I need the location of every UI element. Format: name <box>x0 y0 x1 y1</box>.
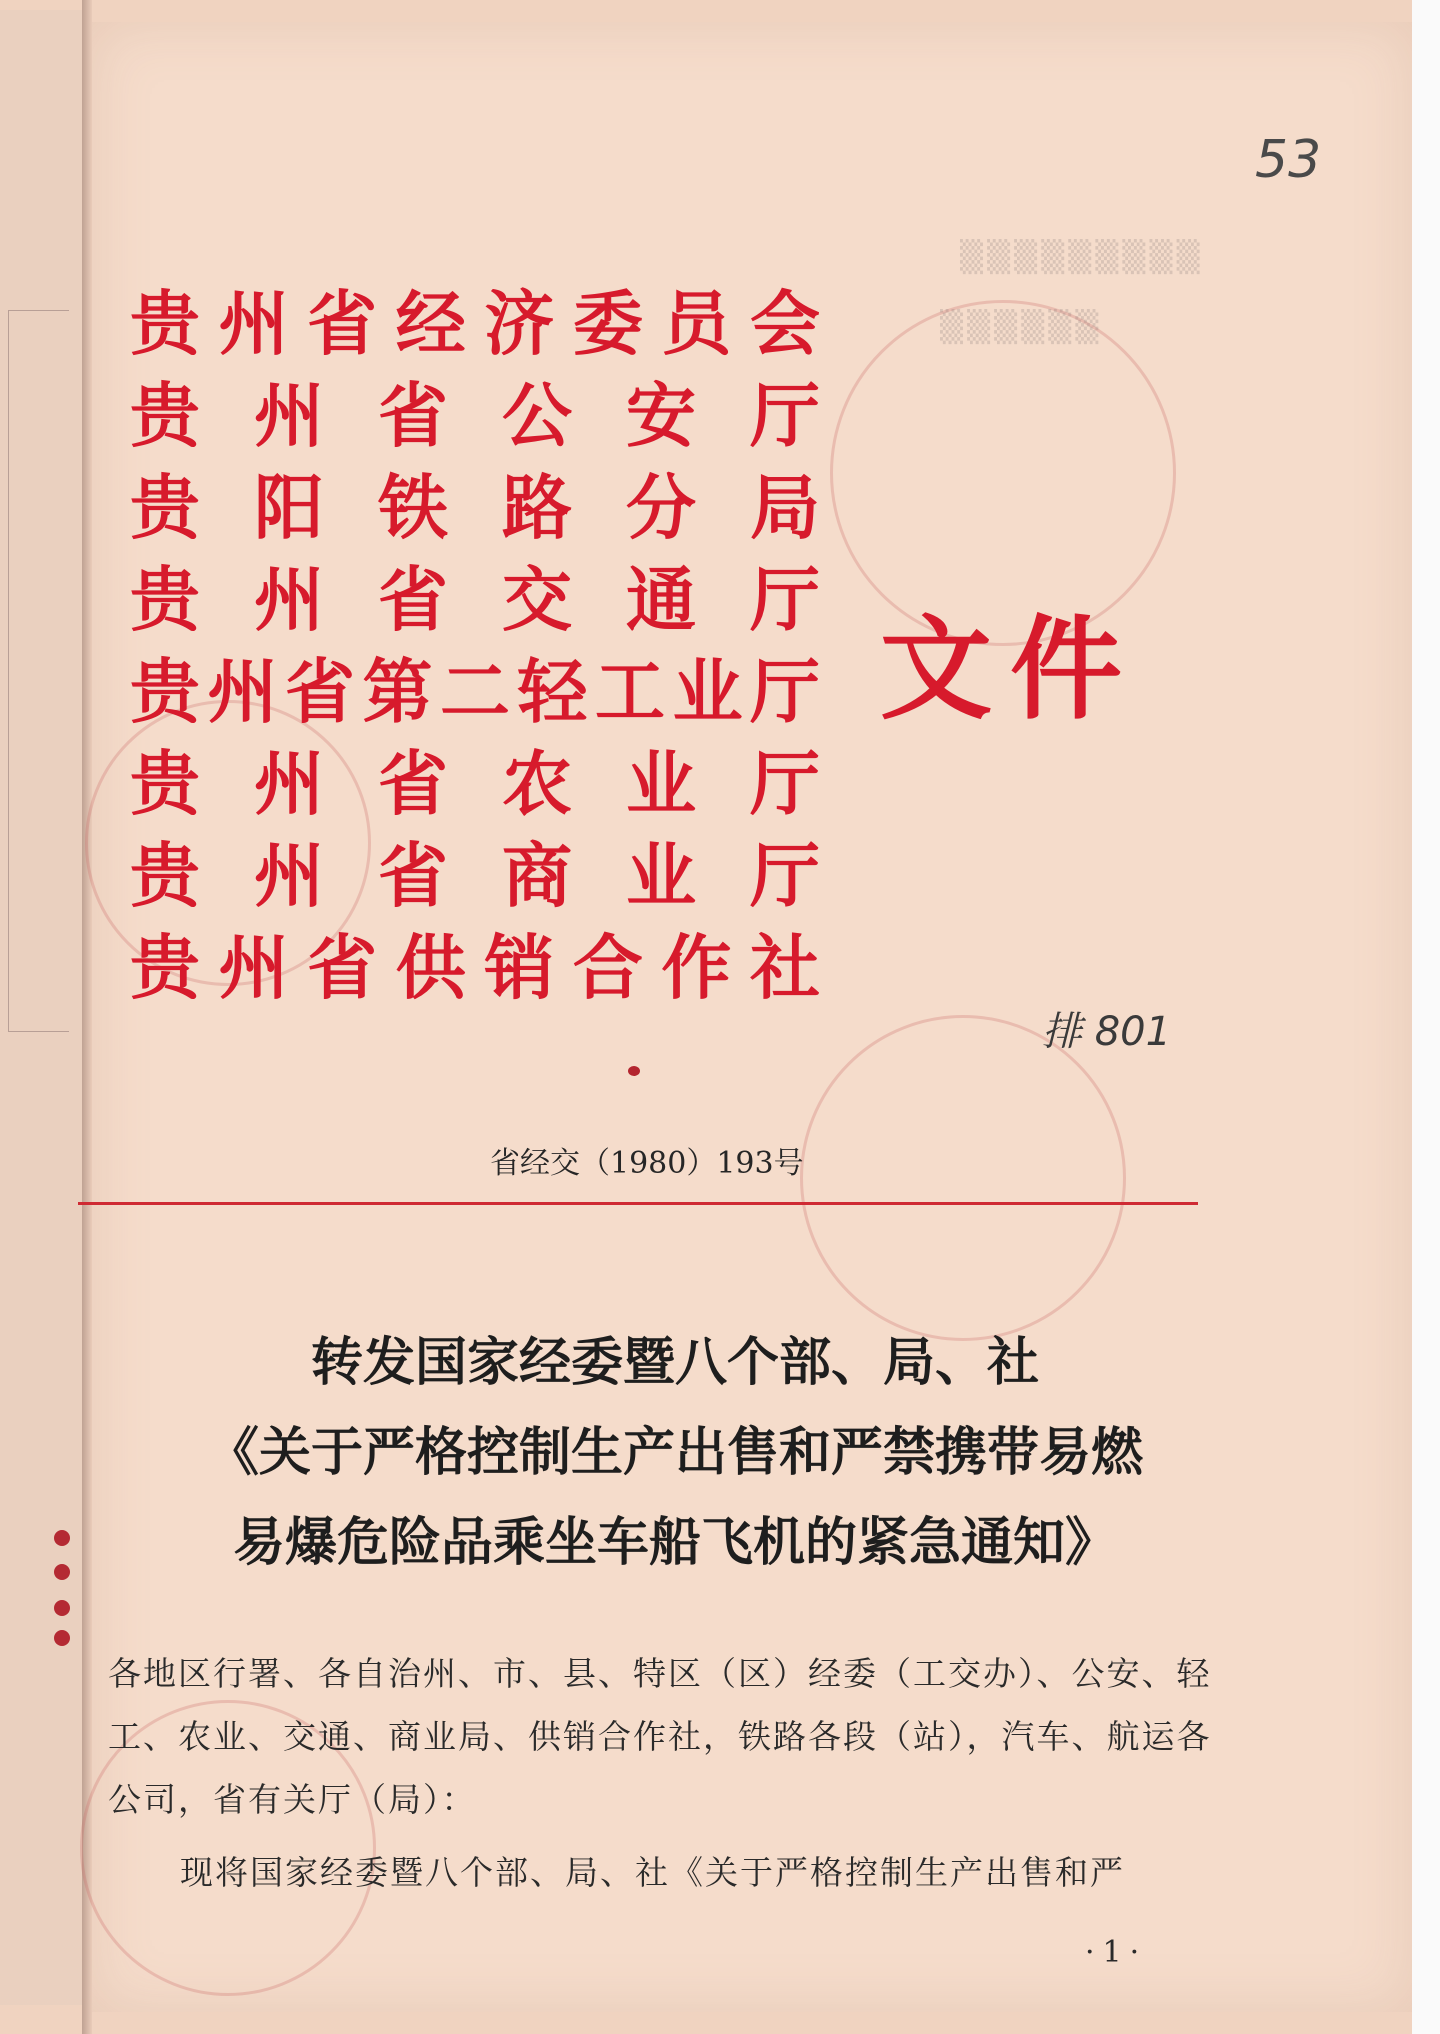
document-title <box>150 1318 1200 1588</box>
issuer-name: 贵州省第二轻工业厅 <box>130 650 820 733</box>
issuer-name: 贵州省交通厅 <box>130 558 820 641</box>
issuer-name: 贵州省经济委员会 <box>130 282 820 365</box>
page-footer-number: ·1· <box>1085 1935 1148 1970</box>
document-body <box>108 1642 1218 1904</box>
issuer-name: 贵阳铁路分局 <box>130 466 820 549</box>
red-divider-line <box>78 1202 1198 1205</box>
binding-thread <box>50 1530 76 1650</box>
title-line: 转发国家经委暨八个部、局、社 <box>310 1333 1039 1393</box>
title-line: 易爆危险品乘坐车船飞机的紧急通知》 <box>232 1513 1117 1573</box>
faded-seal <box>800 1015 1126 1341</box>
red-dot-mark <box>628 1066 640 1076</box>
show-through-text: ▒▒▒▒▒▒ <box>940 310 1103 345</box>
issuer-name: 贵州省供销合作社 <box>130 926 820 1009</box>
issuer-list <box>130 278 820 1014</box>
recipients-paragraph: 各地区行署、各自治州、市、县、特区（区）经委（工交办）、公安、轻工、农业、交通、商业局、供销合作社，铁路各段（站），汽车、航运各公司，省有关厅（局）： <box>108 1654 1212 1819</box>
underlying-sheet <box>0 10 84 2005</box>
handwritten-note: 排 801 <box>1042 1009 1172 1055</box>
ruled-box <box>8 310 69 1032</box>
title-line: 《关于严格控制生产出售和严禁携带易燃 <box>206 1423 1143 1483</box>
body-paragraph: 现将国家经委暨八个部、局、社《关于严格控制生产出售和严 <box>180 1853 1125 1892</box>
scan-margin <box>1412 0 1440 2034</box>
issuer-name: 贵州省公安厅 <box>130 374 820 457</box>
page-fold <box>82 0 92 2034</box>
issuer-name: 贵州省农业厅 <box>130 742 820 825</box>
document-label: 文件 <box>880 604 1140 735</box>
handwritten-page-number: 53 <box>1255 130 1322 190</box>
issuer-name: 贵州省商业厅 <box>130 834 820 917</box>
show-through-text: ▒▒▒▒▒▒▒▒▒ <box>960 240 1204 275</box>
document-number: 省经交（1980）193号 <box>490 1146 804 1181</box>
